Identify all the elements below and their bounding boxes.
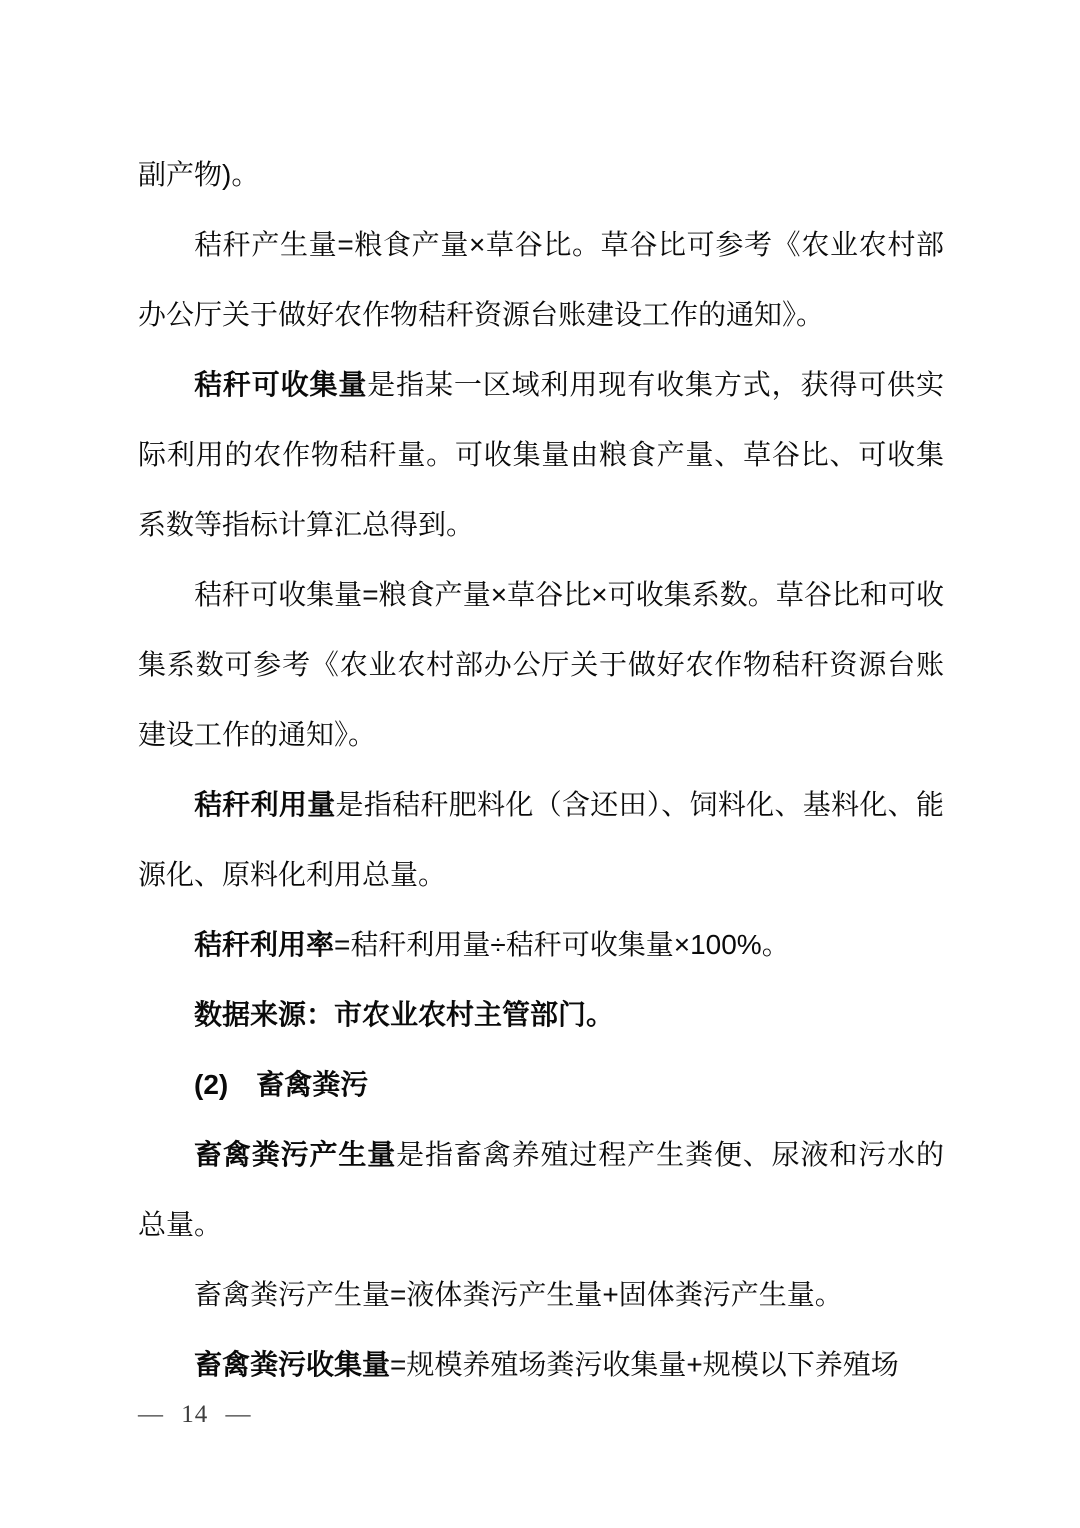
bold-text-segment: (2) 畜禽粪污 — [194, 1069, 369, 1100]
paragraph — [138, 350, 944, 560]
bold-text-segment: 畜禽粪污产生量 — [194, 1139, 397, 1170]
paragraph — [138, 770, 944, 910]
paragraph — [138, 980, 944, 1050]
bold-text-segment: 数据来源：市农业农村主管部门。 — [194, 999, 615, 1030]
text-segment: =规模养殖场粪污收集量+规模以下养殖场 — [390, 1349, 899, 1380]
bold-text-segment: 秸秆利用量 — [194, 789, 336, 820]
text-segment: 畜禽粪污产生量=液体粪污产生量+固体粪污产生量。 — [194, 1279, 843, 1310]
text-segment: 副产物)。 — [138, 159, 260, 190]
bold-text-segment: 畜禽粪污收集量 — [194, 1349, 391, 1380]
paragraph — [138, 1120, 944, 1260]
page-footer — [138, 1398, 252, 1432]
paragraph — [138, 910, 944, 980]
text-segment: 是指畜禽养殖过程产生粪便、尿液和污水的总量。 — [138, 1139, 944, 1240]
text-segment: 秸秆产生量=粮食产量×草谷比。草谷比可参考《农业农村部办公厅关于做好农作物秸秆资源台账建设工作的通知》。 — [138, 229, 944, 330]
paragraph — [138, 560, 944, 770]
text-segment: 是指秸秆肥料化（含还田）、饲料化、基料化、能源化、原料化利用总量。 — [138, 789, 944, 890]
text-segment: =秸秆利用量÷秸秆可收集量×100%。 — [334, 929, 790, 960]
paragraph — [138, 1260, 944, 1330]
paragraph — [138, 1330, 944, 1400]
text-segment: 是指某一区域利用现有收集方式，获得可供实际利用的农作物秸秆量。可收集量由粮食产量、草谷比、可收集系数等指标计算汇总得到。 — [138, 369, 944, 540]
page-number: — 14 — — [138, 1401, 252, 1428]
text-segment: 秸秆可收集量=粮食产量×草谷比×可收集系数。草谷比和可收集系数可参考《农业农村部办公厅关于做好农作物秸秆资源台账建设工作的通知》。 — [138, 579, 944, 750]
bold-text-segment: 秸秆可收集量 — [194, 369, 368, 400]
document-body — [138, 140, 944, 1400]
paragraph — [138, 210, 944, 350]
paragraph — [138, 140, 944, 210]
paragraph — [138, 1050, 944, 1120]
bold-text-segment: 秸秆利用率 — [194, 929, 335, 960]
